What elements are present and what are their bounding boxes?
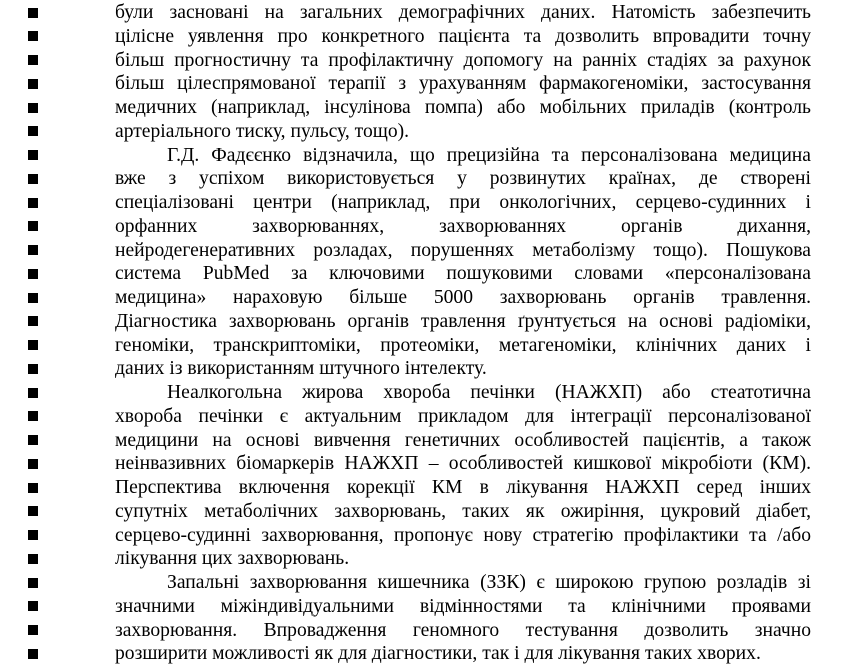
line-marker-square-icon — [28, 506, 38, 516]
text-line: спеціалізовані центри (наприклад, при онкологічних, серцево-судинних і — [115, 192, 811, 213]
text-line: неінвазивних біомаркерів НАЖХП – особливостей кишкової мікробіоти (КМ). — [115, 453, 811, 475]
line-marker-square-icon — [28, 554, 38, 564]
line-marker-square-icon — [28, 8, 38, 18]
line-marker-square-icon — [28, 649, 38, 659]
text-line: медичних (наприклад, інсулінова помпа) або мобільних приладів (контроль — [115, 97, 811, 118]
text-line: були засновані на загальних демографічних даних. Натомість забезпечить — [115, 2, 811, 23]
line-marker-square-icon — [28, 316, 38, 326]
text-line: Г.Д. Фадєєнко відзначила, що прецизійна та персоналізована медицина — [167, 144, 811, 166]
line-marker-square-icon — [28, 55, 38, 65]
text-line: серцево-судинні захворювання, пропонує нову стратегію профілактики та /або — [115, 524, 811, 546]
text-line: медицина» нараховую більше 5000 захворювань органів травлення. — [115, 287, 811, 308]
text-line: орфанних захворюваннях, захворюваннях органів дихання, — [115, 215, 811, 237]
line-marker-square-icon — [28, 435, 38, 445]
line-marker-square-icon — [28, 31, 38, 41]
text-line: Перспектива включення корекції КМ в лікування НАЖХП серед інших — [115, 477, 811, 498]
text-line: геноміки, транскриптоміки, протеоміки, метагеноміки, клінічних даних і — [115, 334, 811, 356]
text-line: більш цілеспрямованої терапії з урахуванням фармакогеноміки, застосування — [115, 73, 811, 95]
line-marker-square-icon — [28, 269, 38, 279]
text-line: система PubMed за ключовими пошуковими словами «персоналізована — [115, 263, 811, 285]
text-line: захворювання. Впровадження геномного тестування дозволить значно — [115, 619, 811, 641]
text-line: хвороба печінки є актуальним прикладом для інтеграції персоналізованої — [115, 405, 811, 427]
line-marker-square-icon — [28, 150, 38, 160]
text-line: вже з успіхом використовується у розвинутих країнах, де створені — [115, 168, 811, 190]
line-marker-square-icon — [28, 245, 38, 255]
line-marker-square-icon — [28, 174, 38, 184]
line-marker-square-icon — [28, 625, 38, 635]
line-marker-square-icon — [28, 103, 38, 113]
line-marker-square-icon — [28, 340, 38, 350]
text-line: Запальні захворювання кишечника (ЗЗК) є широкою групою розладів зі — [167, 572, 811, 593]
text-line: даних із використанням штучного інтелекту. — [115, 358, 487, 380]
line-marker-square-icon — [28, 411, 38, 421]
text-line: супутніх метаболічних захворювань, таких як ожиріння, цукровий діабет, — [115, 500, 811, 522]
text-line: Діагностика захворювань органів травлення ґрунтується на основі радіоміки, — [115, 310, 811, 332]
line-marker-square-icon — [28, 483, 38, 493]
text-line: артеріального тиску, пульсу, тощо). — [115, 120, 410, 142]
text-line: значними міжіндивідуальними відмінностями та клінічними проявами — [115, 595, 811, 617]
line-marker-square-icon — [28, 601, 38, 611]
text-line: нейродегенеративних розладах, порушеннях метаболізму тощо). Пошукова — [115, 239, 811, 261]
line-marker-square-icon — [28, 388, 38, 398]
line-marker-square-icon — [28, 459, 38, 469]
line-marker-square-icon — [28, 221, 38, 231]
text-line: медицини на основі вивчення генетичних особливостей пацієнтів, а також — [115, 429, 811, 451]
text-line: більш прогностичну та профілактичну допомогу на ранніх стадіях за рахунок — [115, 49, 811, 71]
line-marker-square-icon — [28, 126, 38, 136]
text-line: лікування цих захворювань. — [115, 548, 350, 570]
text-column — [115, 1, 811, 666]
line-marker-square-icon — [28, 364, 38, 374]
text-line: цілісне уявлення про конкретного пацієнта та дозволить впровадити точну — [115, 25, 811, 47]
line-marker-square-icon — [28, 293, 38, 303]
line-marker-square-icon — [28, 79, 38, 89]
line-marker-square-icon — [28, 530, 38, 540]
text-line: розширити можливості як для діагностики, так і для лікування таких хворих. — [115, 643, 761, 665]
text-line: Неалкогольна жирова хвороба печінки (НАЖХП) або стеатотична — [167, 382, 811, 403]
line-marker-square-icon — [28, 578, 38, 588]
line-marker-square-icon — [28, 198, 38, 208]
